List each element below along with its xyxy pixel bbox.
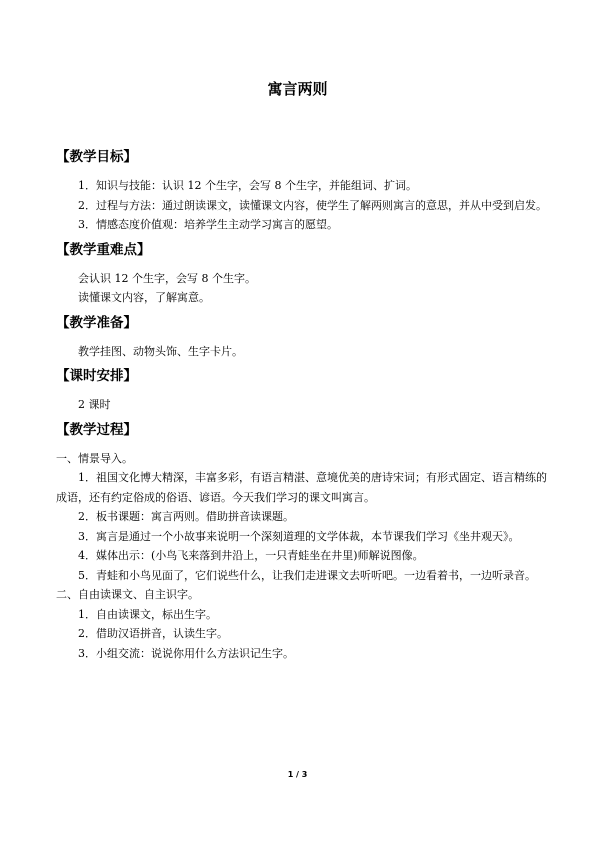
preparation-list: [56, 342, 548, 362]
process-part-title: 一、情景导入。: [56, 451, 133, 465]
document-body: [56, 142, 548, 663]
schedule-list: [56, 395, 548, 415]
process-item: 2．借助汉语拼音，认读生字。: [78, 627, 228, 640]
goal-item: 2．过程与方法：通过朗读课文，读懂课文内容，使学生了解两则寓言的意思，并从中受到启发。: [78, 198, 547, 212]
process-item: 2．板书课题：寓言两则。借助拼音读课题。: [78, 510, 294, 523]
process-item: 5．青蛙和小鸟见面了，它们说些什么，让我们走进课文去听听吧。一边看着书，一边听录音。: [78, 568, 536, 582]
goals-list: [56, 176, 548, 235]
preparation-item: 教学挂图、动物头饰、生字卡片。: [78, 344, 243, 358]
process-item: 1．祖国文化博大精深，丰富多彩，有语言精湛、意境优美的唐诗宋词；有形式固定、语言精练的成语，还有约定俗成的俗语、谚语。今天我们学习的课文叫寓言。: [56, 471, 547, 504]
key-point-item: 会认识 12 个生字，会写 8 个生字。: [78, 271, 256, 285]
process-item: 3．小组交流：说说你用什么方法识记生字。: [78, 646, 294, 660]
process-part-title: 二、自由读课文、自主识字。: [56, 588, 199, 601]
page-title: 寓言两则: [267, 80, 328, 98]
page-number: 1 / 3: [287, 770, 308, 779]
heading-preparation: 【教学准备】: [56, 314, 137, 331]
schedule-item: 2 课时: [78, 398, 111, 411]
heading-schedule: 【课时安排】: [56, 368, 137, 384]
heading-goals: 【教学目标】: [56, 149, 137, 165]
key-point-item: 读懂课文内容，了解寓意。: [78, 291, 210, 304]
process-part-2: [56, 585, 548, 663]
key-points-list: [56, 269, 548, 308]
process-item: 4．媒体出示：(小鸟飞来落到井沿上，一只青蛙坐在井里)师解说图像。: [78, 549, 424, 562]
heading-key-points: 【教学重难点】: [56, 241, 151, 258]
goal-item: 1．知识与技能：认识 12 个生字，会写 8 个生字，并能组词、扩词。: [78, 179, 417, 192]
goal-item: 3．情感态度价值观：培养学生主动学习寓言的愿望。: [78, 218, 338, 231]
process-part-1: [56, 449, 548, 586]
process-item: 3．寓言是通过一个小故事来说明一个深刻道理的文学体裁，本节课我们学习《坐井观天》。: [78, 529, 520, 543]
process-item: 1．自由读课文，标出生字。: [78, 607, 217, 621]
heading-process: 【教学过程】: [56, 421, 137, 438]
